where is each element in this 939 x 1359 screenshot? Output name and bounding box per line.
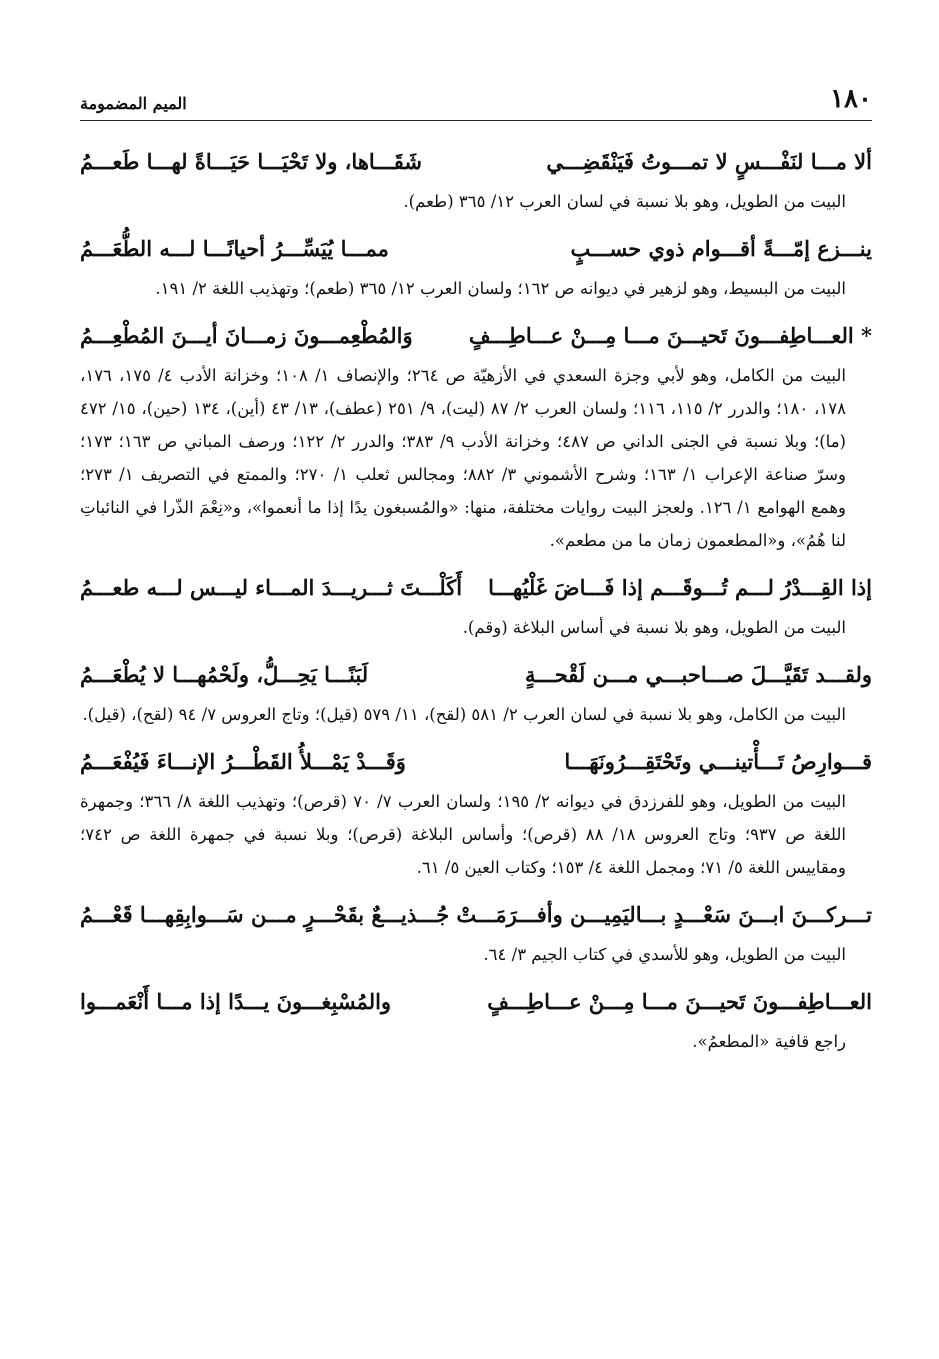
verse: [80, 139, 872, 185]
entry-7: [80, 892, 872, 971]
verse-note: البيت من الطويل، وهو بلا نسبة في أساس البلاغة (وقم).: [462, 618, 846, 637]
verse-first-hemistich: ألا مـــا لنَفْـــسٍ لا تمـــوتُ فَيَنْقَضِـــي: [546, 149, 872, 174]
verse-second-hemistich: جُـــذيـــعٌ بقَحْـــرٍ مـــن سَـــوابِقِهـــا قَعْـــمُ: [80, 902, 450, 927]
page-number: ١٨٠: [822, 84, 872, 114]
verse: [80, 739, 872, 785]
verse-first-hemistich: تـــركـــنَ ابـــنَ سَعْـــدٍ بـــاليَمِيـــن وأفـــرَمَـــتْ: [456, 902, 872, 927]
verse-note: البيت من الكامل، وهو بلا نسبة في لسان العرب ٢/ ٥٨١ (لقح)، ١١/ ٥٧٩ (قيل)؛ وتاج العروس ٧/ ٩٤ (لقح)، (قيل).: [82, 705, 846, 724]
verse-note: البيت من الطويل، وهو للفرزدق في ديوانه ٢/ ١٩٥؛ ولسان العرب ٧/ ٧٠ (قرص)؛ وتهذيب اللغة ٨/ ٣٦٦؛ وجمهرة اللغة ص ٩٣٧؛ وتاج العروس ١٨/ ٨٨ (قرص)؛ وأساس البلاغة (قرص)؛ وبلا نسبة في جمهرة اللغة ص ٧٤٢؛ ومقاييس اللغة ٥/ ٧١؛ ومجمل اللغة ٤/ ١٥٣؛ وكتاب العين ٥/ ٦١.: [80, 792, 846, 877]
verse-first-hemistich: العـــاطِفـــونَ تَحيـــنَ مـــا مِـــنْ عـــاطِـــفٍ: [487, 989, 872, 1014]
verse-second-hemistich: أَكَلْـــتَ ثـــريـــدَ المـــاء ليـــس لـــه طعـــمُ: [80, 575, 463, 600]
verse-note: البيت من البسيط، وهو لزهير في ديوانه ص ١٦٢؛ ولسان العرب ١٢/ ٣٦٥ (طعم)؛ وتهذيب اللغة ٢/ ١٩١.: [155, 279, 846, 298]
entry-4: [80, 565, 872, 644]
verse-note: البيت من الطويل، وهو بلا نسبة في لسان العرب ١٢/ ٣٦٥ (طعم).: [403, 192, 846, 211]
page-header: [80, 80, 872, 121]
verse-note: البيت من الطويل، وهو للأسدي في كتاب الجيم ٣/ ٦٤.: [483, 945, 846, 964]
verse: [80, 652, 872, 698]
verse-first-hemistich: ولقـــد تَقَيَّـــلَ صـــاحبـــي مـــن لَقْحـــةٍ: [524, 662, 872, 687]
verse: [80, 979, 872, 1025]
verse: [80, 226, 872, 272]
entry-6: [80, 739, 872, 884]
entry-2: [80, 226, 872, 305]
verse-note: البيت من الكامل، وهو لأبي وجزة السعدي في الأزهيّة ص ٢٦٤؛ والإنصاف ١/ ١٠٨؛ وخزانة الأدب ٤/ ١٧٥، ١٧٦، ١٧٨، ١٨٠؛ والدرر ٢/ ١١٥، ١١٦؛ ولسان العرب ٢/ ٨٧ (ليت)، ٩/ ٢٥١ (عطف)، ١٣/ ٤٣ (أين)، ١٣٤ (حين)، ١٥/ ٤٧٢ (ما)؛ وبلا نسبة في الجنى الداني ص ٤٨٧؛ وخزانة الأدب ٩/ ٣٨٣؛ والدرر ٢/ ١٢٢؛ ورصف المباني ص ١٦٣؛ ١٧٣؛ وسرّ صناعة الإعراب ١/ ١٦٣؛ وشرح الأشموني ٣/ ٨٨٢؛ ومجالس ثعلب ١/ ٢٧٠؛ والممتع في التصريف ١/ ٢٧٣؛ وهمع الهوامع ١/ ١٢٦. ولعجز البيت روايات مختلفة، منها: «والمُسبغون يدًا إذا ما أنعموا»، و«نِعْمَ الذّرا في النائباتِ لنا هُمُ»، و«المطعمون زمان ما من مطعم».: [80, 366, 846, 550]
entry-1: [80, 139, 872, 218]
verse-first-hemistich: * العـــاطِفـــونَ تَحيـــنَ مـــا مِـــنْ عـــاطِـــفٍ: [468, 323, 872, 348]
verse-first-hemistich: قـــوارِصُ تَـــأْتينـــي وتَحْتَقِـــرُونَهَـــا: [564, 749, 872, 774]
entry-3: [80, 313, 872, 557]
running-title: الميم المضمومة: [80, 94, 195, 113]
verse-second-hemistich: وَالمُطْعِمـــونَ زمـــانَ أيـــنَ المُطْعِـــمُ: [80, 323, 413, 348]
page: [80, 80, 872, 1066]
verse-second-hemistich: لَبَنًـــا يَحِـــلُّ، ولَحْمُهـــا لا يُطْعَـــمُ: [80, 662, 369, 687]
verse-first-hemistich: ينـــزع إمّـــةً أقـــوام ذوي حســـبٍ: [570, 236, 872, 261]
entry-8: [80, 979, 872, 1058]
verse: [80, 892, 872, 938]
verse-note: راجع قافية «المطعمُ».: [692, 1032, 846, 1051]
verse-second-hemistich: والمُسْبِغـــونَ يـــدًا إذا مـــا أَنْعَمـــوا: [80, 989, 392, 1014]
entry-5: [80, 652, 872, 731]
verse: [80, 313, 872, 359]
verse-first-hemistich: إذا القِـــدْرُ لـــم تُـــوقَـــم إذا فَـــاضَ غَلْيُهـــا: [488, 575, 872, 600]
verse-second-hemistich: شَقَـــاها، ولا تَحْيَـــا حَيَـــاةً لهـــا طَعـــمُ: [80, 149, 422, 174]
verse-second-hemistich: ممـــا يُيَسِّـــرُ أحيانًـــا لـــه الطُّعَـــمُ: [80, 236, 389, 261]
verse: [80, 565, 872, 611]
verse-second-hemistich: وَقَـــدْ يَمْـــلأُ القَطْـــرُ الإنـــاءَ فَيُفْعَـــمُ: [80, 749, 406, 774]
